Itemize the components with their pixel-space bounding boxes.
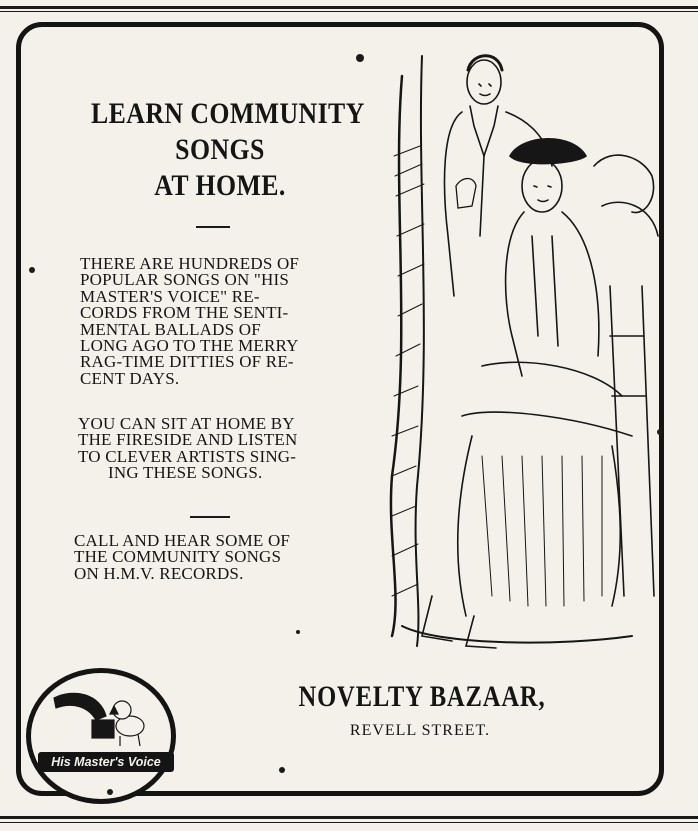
paragraph-line: TO CLEVER ARTISTS SING- — [78, 446, 297, 466]
paragraph-line: YOU CAN SIT AT HOME BY — [78, 414, 295, 433]
store-address: REVELL STREET. — [349, 722, 491, 739]
paragraph-line: THERE ARE HUNDREDS OF — [80, 254, 300, 273]
paragraph-line: MASTER'S VOICE" RE- — [80, 286, 260, 306]
headline-line-3: AT HOME. — [154, 169, 286, 202]
paragraph-line: THE FIRESIDE AND LISTEN — [78, 430, 298, 450]
headline-line-2: SONGS — [175, 133, 265, 166]
store-name: NOVELTY BAZAAR, — [298, 680, 546, 713]
paragraph-line: RAG-TIME DITTIES OF RE- — [80, 352, 294, 372]
paragraph-line: ON H.M.V. RECORDS. — [74, 563, 244, 583]
paragraph-line: THE COMMUNITY SONGS — [74, 547, 282, 567]
paragraph-line: CENT DAYS. — [80, 368, 180, 388]
paragraph-line: POPULAR SONGS ON "HIS — [80, 270, 290, 290]
headline-line-1: LEARN COMMUNITY — [91, 97, 365, 130]
paragraph-line: ING THESE SONGS. — [108, 463, 263, 483]
paragraph-line: LONG AGO TO THE MERRY — [80, 336, 299, 356]
paragraph-line: CORDS FROM THE SENTI- — [80, 303, 289, 323]
logo-banner: His Master's Voice — [38, 752, 174, 772]
paragraph-line: MENTAL BALLADS OF — [80, 319, 261, 339]
paragraph-line: CALL AND HEAR SOME OF — [74, 531, 291, 550]
